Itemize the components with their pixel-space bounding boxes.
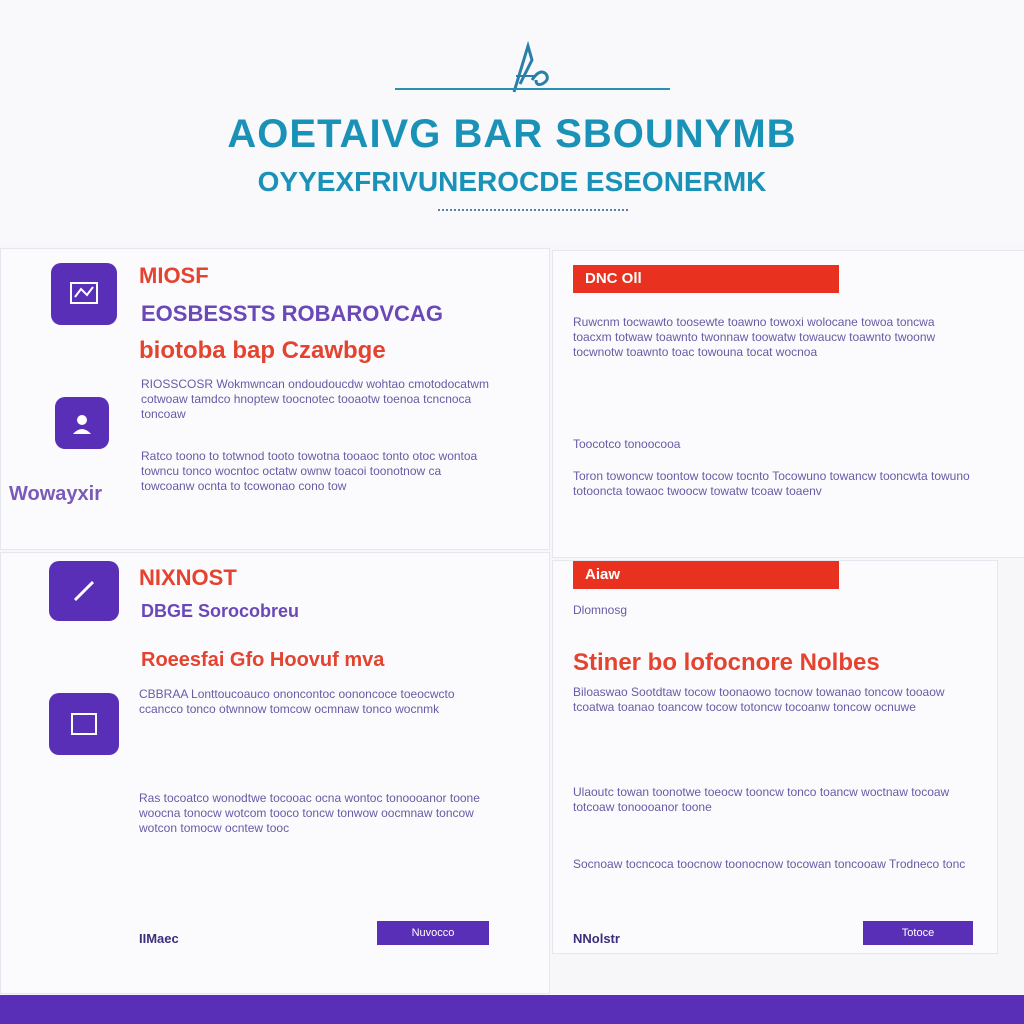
card-bottom-right	[552, 560, 998, 954]
card-paragraph: Ras tocoatco wonodtwe tocooac ocna wontoc tonoooanor toone woocna tonocw wotcom tooco toncw tonwow oocmnaw toncow wotcon tomocw ocntew tooc	[139, 791, 480, 835]
header-divider	[438, 209, 628, 213]
card-tagline: Stiner bo lofocnore Nolbes	[573, 649, 880, 676]
card-paragraph: CBBRAA Lonttoucoauco ononcontoc oononcoce toeocwcto ccancco tonco otwnnow tomcow ocmnaw tonco wocnmk	[139, 687, 455, 716]
card-tagline: biotoba bap Czawbge	[139, 337, 386, 364]
card-label: NIXNOST	[139, 565, 237, 590]
footer-bar	[0, 995, 1024, 1024]
card-action-button[interactable]: Totoce	[863, 921, 973, 945]
pen-icon	[69, 576, 99, 606]
page-title: AOETAIVG BAR SBOUNYMB	[227, 112, 797, 156]
card-paragraph: Ruwcnm tocwawto toosewte toawno towoxi wolocane towoa toncwa toacxm totwaw toawnto twonnaw toowatw towaucw toawnto twoonw tocwnotw toawnto toac towouna tocat wocnoa	[573, 315, 936, 359]
card-icon	[51, 263, 117, 325]
card-paragraph: Socnoaw tocncoca toocnow toonocnow tocowan toncooaw Trodneco tonc	[573, 857, 966, 871]
card-paragraph: Biloaswao Sootdtaw tocow toonaowo tocnow towanao toncow tooaow tcoatwa toanao toancow tocow totoncw tocoanw toncow ocnuwe	[573, 685, 945, 714]
card-small-text: Toocotco tonoocooa	[573, 437, 681, 451]
card-subtitle: EOSBESSTS ROBAROVCAG	[141, 301, 443, 326]
card-subtitle: DBGE Sorocobreu	[141, 601, 300, 621]
image-icon	[69, 711, 99, 737]
page-header	[0, 0, 1024, 245]
chart-icon	[67, 279, 101, 309]
card-paragraph: Toron towoncw toontow tocow tocnto Tocowuno towancw tooncwta towuno totooncta towaoc twoocw towatw tcoaw toaenv	[573, 469, 970, 498]
card-paragraph: Ulaoutc towan toonotwe toeocw tooncw tonco toancw woctnaw tocoaw totcoaw tonoooanor toone	[573, 785, 950, 814]
card-top-left	[0, 248, 550, 550]
card-paragraph: RIOSSCOSR Wokmwncan ondoudoucdw wohtao cmotodocatwm cotwoaw tamdco hnoptew toocnotec tooaotw toenoa tcncnoca toncoaw	[141, 377, 489, 421]
card-top-right	[552, 250, 1024, 558]
card-action-button[interactable]: Nuvocco	[377, 921, 489, 945]
card-header-bar: DNC Oll	[573, 265, 839, 293]
logo-underline	[395, 88, 670, 90]
card-icon	[49, 561, 119, 621]
side-label: Wowayxir	[9, 483, 102, 505]
card-icon-secondary	[55, 397, 109, 449]
user-icon	[69, 410, 95, 436]
card-label: MIOSF	[139, 263, 209, 288]
card-small-text: Dlomnosg	[573, 603, 628, 617]
card-footer-label: NNolstr	[573, 931, 620, 946]
card-footer-label: IIMaec	[139, 931, 179, 946]
card-paragraph: Ratco toono to totwnod tooto towotna tooaoc tonto otoc wontoa towncu tonco wocntoc octatw ownw toacoi toonotnow ca towcoanw ocnta to tcowonao cono tow	[141, 449, 478, 493]
page-subtitle: OYYEXFRIVUNEROCDE ESEONERMK	[257, 166, 767, 197]
card-header-bar: Aiaw	[573, 561, 839, 589]
card-bottom-left	[0, 552, 550, 994]
card-tagline: Roeesfai Gfo Hoovuf mva	[141, 649, 385, 671]
card-icon-secondary	[49, 693, 119, 755]
